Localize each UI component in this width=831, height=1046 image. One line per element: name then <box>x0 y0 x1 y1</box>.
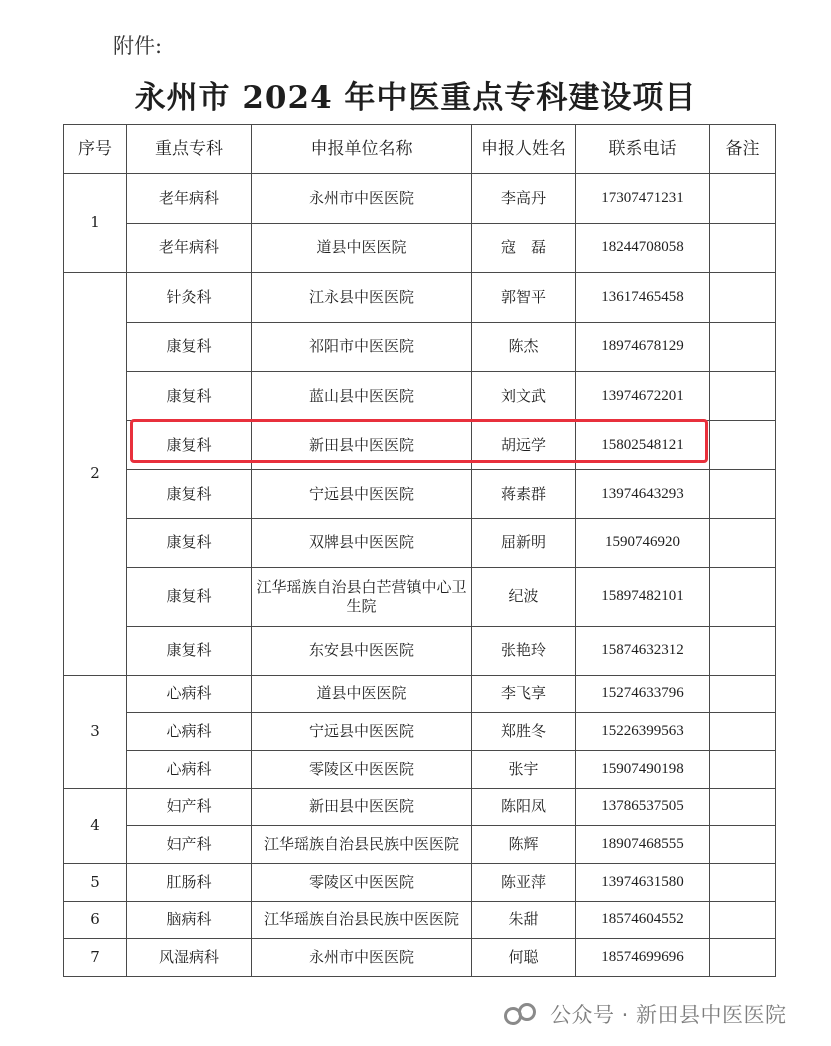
applicant-cell: 胡远学 <box>472 421 576 470</box>
specialty-cell: 康复科 <box>127 421 252 470</box>
applicant-cell: 何聪 <box>472 939 576 977</box>
table-row <box>64 470 776 519</box>
unit-cell: 新田县中医医院 <box>252 788 472 826</box>
specialty-cell: 康复科 <box>127 322 252 372</box>
note-cell <box>710 713 776 751</box>
specialty-cell: 康复科 <box>127 518 252 567</box>
unit-cell: 双牌县中医医院 <box>252 518 472 567</box>
phone-cell: 15907490198 <box>576 750 710 788</box>
unit-cell: 道县中医医院 <box>252 223 472 272</box>
unit-cell: 祁阳市中医医院 <box>252 322 472 372</box>
header-seq: 序号 <box>64 125 127 174</box>
phone-cell: 18244708058 <box>576 223 710 272</box>
header-note: 备注 <box>710 125 776 174</box>
unit-cell: 宁远县中医医院 <box>252 470 472 519</box>
applicant-cell: 李高丹 <box>472 174 576 224</box>
specialty-cell: 老年病科 <box>127 223 252 272</box>
seq-cell: 4 <box>64 788 127 863</box>
applicant-cell: 李飞享 <box>472 675 576 713</box>
table-row <box>64 322 776 372</box>
seq-cell: 7 <box>64 939 127 977</box>
note-cell <box>710 567 776 626</box>
phone-cell: 15874632312 <box>576 626 710 675</box>
unit-cell: 道县中医医院 <box>252 675 472 713</box>
table-row <box>64 223 776 272</box>
unit-cell: 江永县中医医院 <box>252 272 472 322</box>
unit-cell: 零陵区中医医院 <box>252 863 472 901</box>
attachment-label: 附件: <box>113 34 163 58</box>
applicant-cell: 屈新明 <box>472 518 576 567</box>
table-row <box>64 567 776 626</box>
note-cell <box>710 675 776 713</box>
note-cell <box>710 939 776 977</box>
table-row <box>64 421 776 470</box>
specialty-cell: 脑病科 <box>127 901 252 939</box>
applicant-cell: 纪波 <box>472 567 576 626</box>
phone-cell: 17307471231 <box>576 174 710 224</box>
applicant-cell: 陈杰 <box>472 322 576 372</box>
wechat-channel-icon <box>500 1000 542 1028</box>
table-row <box>64 272 776 322</box>
header-unit: 申报单位名称 <box>252 125 472 174</box>
page-title: 永州市 2024 年中医重点专科建设项目 <box>134 80 697 116</box>
header-phone: 联系电话 <box>576 125 710 174</box>
header-applicant: 申报人姓名 <box>472 125 576 174</box>
table-row <box>64 675 776 713</box>
seq-cell: 1 <box>64 174 127 273</box>
unit-cell: 新田县中医医院 <box>252 421 472 470</box>
note-cell <box>710 518 776 567</box>
applicant-cell: 朱甜 <box>472 901 576 939</box>
table-row <box>64 901 776 939</box>
table-row <box>64 174 776 224</box>
table-row <box>64 518 776 567</box>
unit-cell: 江华瑶族自治县白芒营镇中心卫生院 <box>252 567 472 626</box>
specialty-cell: 心病科 <box>127 675 252 713</box>
phone-cell: 13786537505 <box>576 788 710 826</box>
phone-cell: 13617465458 <box>576 272 710 322</box>
phone-cell: 18907468555 <box>576 826 710 864</box>
table-row <box>64 863 776 901</box>
seq-cell: 6 <box>64 901 127 939</box>
specialty-cell: 康复科 <box>127 626 252 675</box>
applicant-cell: 陈辉 <box>472 826 576 864</box>
seq-cell: 3 <box>64 675 127 788</box>
note-cell <box>710 174 776 224</box>
note-cell <box>710 826 776 864</box>
applicant-cell: 陈阳凤 <box>472 788 576 826</box>
specialty-cell: 康复科 <box>127 372 252 421</box>
unit-cell: 江华瑶族自治县民族中医医院 <box>252 901 472 939</box>
unit-cell: 蓝山县中医医院 <box>252 372 472 421</box>
phone-cell: 15897482101 <box>576 567 710 626</box>
applicant-cell: 蒋素群 <box>472 470 576 519</box>
table-row <box>64 750 776 788</box>
unit-cell: 永州市中医医院 <box>252 174 472 224</box>
applicant-cell: 郭智平 <box>472 272 576 322</box>
specialty-cell: 心病科 <box>127 750 252 788</box>
applicant-cell: 陈亚萍 <box>472 863 576 901</box>
note-cell <box>710 470 776 519</box>
applicant-cell: 张艳玲 <box>472 626 576 675</box>
table-row <box>64 939 776 977</box>
note-cell <box>710 788 776 826</box>
seq-cell: 5 <box>64 863 127 901</box>
phone-cell: 15274633796 <box>576 675 710 713</box>
specialty-cell: 风湿病科 <box>127 939 252 977</box>
note-cell <box>710 421 776 470</box>
watermark-text: 公众号 · 新田县中医医院 <box>550 1003 787 1027</box>
specialty-cell: 心病科 <box>127 713 252 751</box>
table-row <box>64 372 776 421</box>
table-row <box>64 713 776 751</box>
applicant-cell: 郑胜冬 <box>472 713 576 751</box>
specialty-cell: 针灸科 <box>127 272 252 322</box>
phone-cell: 18974678129 <box>576 322 710 372</box>
note-cell <box>710 863 776 901</box>
watermark <box>500 999 787 1029</box>
specialty-cell: 老年病科 <box>127 174 252 224</box>
table-row <box>64 626 776 675</box>
unit-cell: 零陵区中医医院 <box>252 750 472 788</box>
applicant-cell: 刘文武 <box>472 372 576 421</box>
phone-cell: 13974631580 <box>576 863 710 901</box>
project-table <box>63 124 776 977</box>
unit-cell: 永州市中医医院 <box>252 939 472 977</box>
note-cell <box>710 626 776 675</box>
specialty-cell: 妇产科 <box>127 826 252 864</box>
note-cell <box>710 750 776 788</box>
note-cell <box>710 372 776 421</box>
phone-cell: 18574699696 <box>576 939 710 977</box>
table-header-row <box>64 125 776 174</box>
phone-cell: 13974672201 <box>576 372 710 421</box>
phone-cell: 18574604552 <box>576 901 710 939</box>
specialty-cell: 肛肠科 <box>127 863 252 901</box>
note-cell <box>710 272 776 322</box>
note-cell <box>710 901 776 939</box>
table-row <box>64 826 776 864</box>
phone-cell: 15226399563 <box>576 713 710 751</box>
specialty-cell: 康复科 <box>127 567 252 626</box>
note-cell <box>710 322 776 372</box>
header-specialty: 重点专科 <box>127 125 252 174</box>
phone-cell: 1590746920 <box>576 518 710 567</box>
seq-cell: 2 <box>64 272 127 675</box>
unit-cell: 宁远县中医医院 <box>252 713 472 751</box>
phone-cell: 15802548121 <box>576 421 710 470</box>
applicant-cell: 寇 磊 <box>472 223 576 272</box>
phone-cell: 13974643293 <box>576 470 710 519</box>
table-row <box>64 788 776 826</box>
note-cell <box>710 223 776 272</box>
specialty-cell: 康复科 <box>127 470 252 519</box>
table-body <box>64 174 776 977</box>
specialty-cell: 妇产科 <box>127 788 252 826</box>
applicant-cell: 张宇 <box>472 750 576 788</box>
unit-cell: 东安县中医医院 <box>252 626 472 675</box>
unit-cell: 江华瑶族自治县民族中医医院 <box>252 826 472 864</box>
